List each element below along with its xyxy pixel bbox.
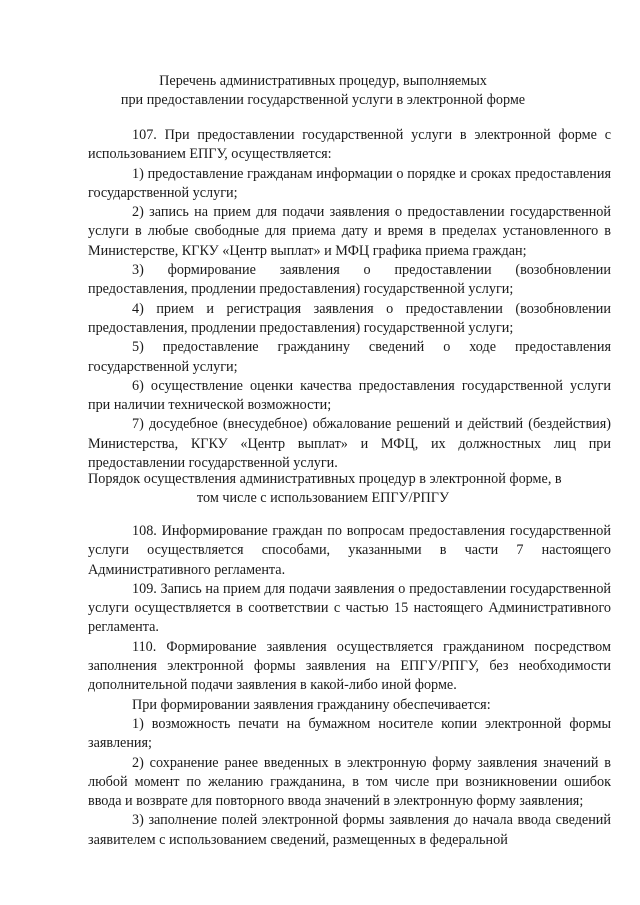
list-item-5: 5) предоставление гражданину сведений о ходе предоставления государственной услуги; (88, 339, 611, 375)
paragraph-110: 110. Формирование заявления осуществляется гражданином посредством заполнения электронной формы заявления на ЕПГУ/РПГУ, без необходимости дополнительной подачи заявления в какой-либо иной форме. (88, 638, 611, 694)
list-item-6: 6) осуществление оценки качества предоставления государственной услуги при наличии технической возможности; (88, 377, 611, 414)
paragraph-108: 108. Информирование граждан по вопросам предоставления государственной услуги осуществляется способами, указанными в части 7 настоящего Административного регламента. (88, 523, 611, 578)
paragraph-109: 109. Запись на прием для подачи заявления о предоставлении государственной услуги осуществляется в соответствии с частью 15 настоящего Административного регламента. (88, 580, 611, 636)
list-item-7: 7) досудебное (внесудебное) обжалование решений и действий (бездействия) Министерства, КГКУ «Центр выплат» и МФЦ, их должностных лиц при предоставлении государственной услуги. (88, 416, 611, 472)
list-item-4: 4) прием и регистрация заявления о предоставлении (возобновлении предоставления, продлении предоставления) государственной услуги; (88, 300, 611, 336)
paragraph-107: 107. При предоставлении государственной услуги в электронной форме с использованием ЕПГУ, осуществляется: (88, 127, 611, 163)
paragraph-intro: При формировании заявления гражданину обеспечивается: (132, 696, 491, 713)
list-item-2: 2) сохранение ранее введенных в электронную форму заявления значений в любой момент по желанию гражданина, в том числе при возникновении ошибок ввода и возврате для повторного ввода значений в электронную форму заявления; (88, 754, 611, 810)
section-heading-procedures-list (88, 72, 558, 110)
heading-line: при предоставлении государственной услуги в электронной форме (120, 92, 526, 108)
heading-line: Перечень административных процедур, выполняемых (159, 73, 487, 89)
heading-line: Порядок осуществления административных процедур в электронной форме, в (88, 471, 562, 487)
list-item-1: 1) возможность печати на бумажном носителе копии электронной формы заявления; (88, 715, 611, 752)
list-item-2: 2) запись на прием для подачи заявления о предоставлении государственной услуги в любые свободные для приема дату и время в пределах установленного в Министерстве, КГКУ «Центр выплат» и МФЦ графика приема граждан; (88, 204, 611, 259)
list-item-1: 1) предоставление гражданам информации о порядке и сроках предоставления государственной услуги; (88, 165, 611, 201)
section-body-procedures (88, 522, 611, 850)
heading-line: том числе с использованием ЕПГУ/РПГУ (196, 490, 449, 506)
list-item-3: 3) заполнение полей электронной формы заявления до начала ввода сведений заявителем с использованием сведений, размещенных в федеральной (88, 812, 611, 848)
list-item-3: 3) формирование заявления о предоставлении (возобновлении предоставления, продлении предоставления) государственной услуги; (88, 262, 611, 298)
section-heading-procedures-order (88, 470, 562, 508)
section-body-electronic-services (88, 126, 611, 473)
